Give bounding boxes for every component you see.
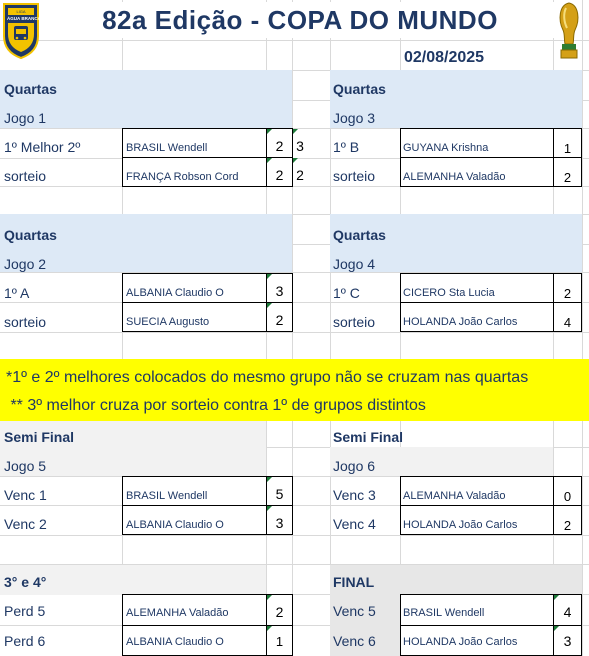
penalty-score: 2 xyxy=(296,167,304,183)
section-header: Semi Final xyxy=(333,429,404,445)
score-value: 3 xyxy=(563,633,572,649)
cell-comment-marker xyxy=(267,477,272,482)
cell-comment-marker xyxy=(267,303,272,308)
seed-label: 1º Melhor 2º xyxy=(4,139,81,155)
team-name: ALBANIA Claudio O xyxy=(126,519,224,531)
note-line: *1º e 2º melhores colocados do mesmo grupo não se cruzam nas quartas xyxy=(6,369,529,386)
team-name: ALEMANHA Valadão xyxy=(403,171,506,183)
score-value: 3 xyxy=(275,283,284,299)
cell-comment-marker xyxy=(267,626,272,631)
score-value: 2 xyxy=(275,167,284,183)
cell-comment-marker xyxy=(267,129,272,134)
team-name: ALEMANHA Valadão xyxy=(403,490,506,502)
game-label: Jogo 4 xyxy=(333,256,376,272)
grid-line xyxy=(0,332,589,333)
team-name: CICERO Sta Lucia xyxy=(403,287,495,299)
penalty-score: 3 xyxy=(296,138,304,154)
seed-label: Venc 4 xyxy=(333,516,376,532)
date-label: 02/08/2025 xyxy=(404,49,485,66)
cell-comment-marker xyxy=(554,595,559,600)
team-name: BRASIL Wendell xyxy=(126,490,208,502)
seed-label: Venc 6 xyxy=(333,633,376,649)
seed-label: Perd 5 xyxy=(4,603,46,619)
page-title: 82a Edição - COPA DO MUNDO xyxy=(45,2,555,38)
score-value: 2 xyxy=(563,286,572,301)
cell-comment-marker xyxy=(267,158,272,163)
seed-label: Venc 2 xyxy=(4,516,47,532)
seed-label: 1º C xyxy=(333,285,360,301)
logo-text-top: LIGA xyxy=(16,9,26,14)
seed-label: sorteio xyxy=(4,168,47,184)
team-name: ALBANIA Claudio O xyxy=(126,636,224,648)
section-header: Semi Final xyxy=(4,429,75,445)
team-name: FRANÇA Robson Cord xyxy=(126,171,239,183)
grid-line xyxy=(582,0,583,656)
cell-comment-marker xyxy=(267,506,272,511)
section-header: Quartas xyxy=(333,227,386,243)
game-label: Jogo 6 xyxy=(333,458,376,474)
team-name: BRASIL Wendell xyxy=(403,607,485,619)
seed-label: Venc 3 xyxy=(333,487,376,503)
seed-label: Perd 6 xyxy=(4,633,46,649)
note-line: ** 3º melhor cruza por sorteio contra 1º de grupos distintos xyxy=(6,397,426,414)
cell-comment-marker xyxy=(293,158,298,163)
score-value: 1 xyxy=(275,634,284,649)
cell-comment-marker xyxy=(293,129,298,134)
trophy-icon xyxy=(553,0,585,66)
score-value: 2 xyxy=(275,312,284,328)
score-value: 3 xyxy=(275,515,284,531)
logo-text: ÁGUA BRANCA xyxy=(7,16,41,21)
team-name: HOLANDA João Carlos xyxy=(403,636,518,648)
team-name: BRASIL Wendell xyxy=(126,142,208,154)
score-value: 5 xyxy=(275,486,284,502)
team-name: SUECIA Augusto xyxy=(126,316,210,328)
cell-comment-marker xyxy=(267,274,272,279)
cell-comment-marker xyxy=(267,595,272,600)
team-name: HOLANDA João Carlos xyxy=(403,519,518,531)
score-value: 2 xyxy=(275,604,284,620)
seed-label: Venc 5 xyxy=(333,603,376,619)
game-label: Jogo 2 xyxy=(4,256,47,272)
game-label: Jogo 1 xyxy=(4,110,47,126)
grid-line xyxy=(0,40,589,41)
game-label: Jogo 3 xyxy=(333,110,376,126)
game-label: Jogo 5 xyxy=(4,458,47,474)
seed-label: Venc 1 xyxy=(4,487,47,503)
score-value: 2 xyxy=(275,138,284,154)
score-value: 4 xyxy=(563,604,572,620)
seed-label: sorteio xyxy=(333,168,376,184)
seed-label: 1º B xyxy=(333,139,360,155)
score-value: 2 xyxy=(563,518,572,533)
seed-label: sorteio xyxy=(4,314,47,330)
seed-label: 1º A xyxy=(4,285,30,301)
cell-comment-marker xyxy=(554,626,559,631)
team-name: ALEMANHA Valadão xyxy=(126,607,229,619)
section-header: Quartas xyxy=(333,81,386,97)
section-header: Quartas xyxy=(4,81,57,97)
section-header: Quartas xyxy=(4,227,57,243)
score-value: 4 xyxy=(563,315,572,330)
section-header: 3° e 4° xyxy=(4,574,47,590)
league-logo xyxy=(2,2,40,60)
section-header: FINAL xyxy=(333,574,375,590)
score-value: 1 xyxy=(563,141,572,156)
team-name: GUYANA Krishna xyxy=(403,142,489,154)
score-value: 0 xyxy=(563,489,572,504)
team-name: ALBANIA Claudio O xyxy=(126,287,224,299)
score-value: 2 xyxy=(563,170,572,185)
team-name: HOLANDA João Carlos xyxy=(403,316,518,328)
notes-banner xyxy=(0,359,589,421)
grid-line xyxy=(0,535,589,536)
seed-label: sorteio xyxy=(333,314,376,330)
